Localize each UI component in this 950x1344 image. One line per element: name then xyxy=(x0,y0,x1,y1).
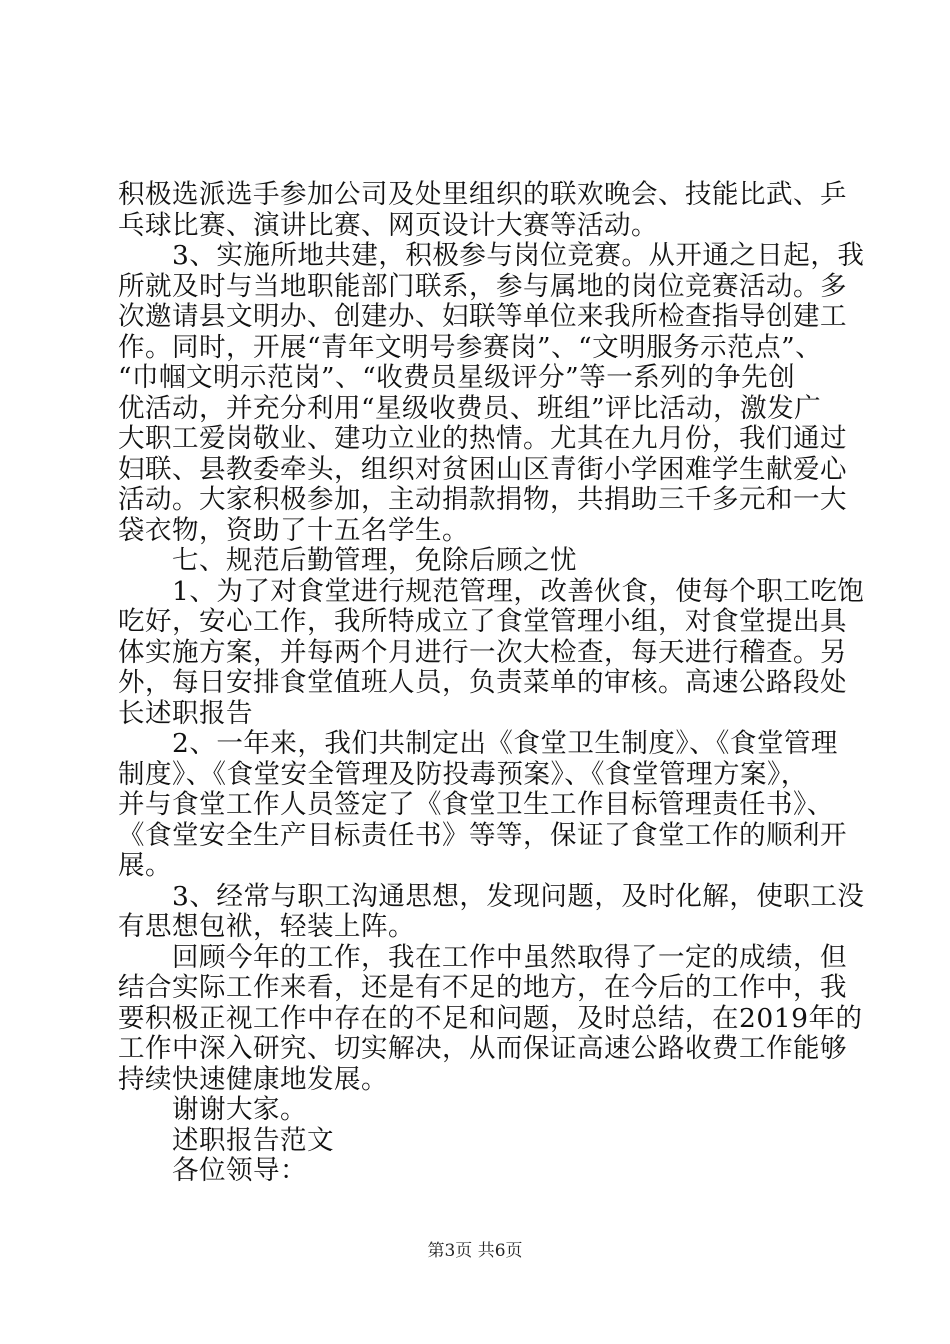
text-line: 次邀请县文明办、创建办、妇联等单位来我所检查指导创建工 xyxy=(118,301,847,332)
text-line: 长述职报告 xyxy=(118,697,253,729)
text-line: 体实施方案，并每两个月进行一次大检查，每天进行稽查。另 xyxy=(118,636,847,668)
section-heading: 七、规范后勤管理，免除后顾之忧 xyxy=(118,545,577,576)
text-line: 作。同时，开展“青年文明号参赛岗”、“文明服务示范点”、 xyxy=(118,331,823,363)
text-line: 各位领导： xyxy=(118,1155,307,1186)
text-line: 持续快速健康地发展。 xyxy=(118,1063,388,1095)
text-line: 制度》、《食堂安全管理及防投毒预案》、《食堂管理方案》， xyxy=(118,758,808,790)
text-line: 外，每日安排食堂值班人员，负责菜单的审核。高速公路段处 xyxy=(118,667,847,698)
page-footer: 第3页 共6页 xyxy=(427,1241,523,1261)
text-line: 3、实施所地共建，积极参与岗位竞赛。从开通之日起，我 xyxy=(118,240,865,271)
text-line: 2、一年来，我们共制定出《食堂卫生制度》、《食堂管理 xyxy=(118,728,838,759)
text-line: 活动。大家积极参加，主动捐款捐物，共捐助三千多元和一大 xyxy=(118,484,847,515)
text-line: 述职报告范文 xyxy=(118,1124,334,1156)
text-line: 乓球比赛、演讲比赛、网页设计大赛等活动。 xyxy=(118,209,658,241)
text-line: 妇联、县教委牵头，组织对贫困山区青街小学困难学生献爱心 xyxy=(118,453,847,485)
text-line: 袋衣物，资助了十五名学生。 xyxy=(118,514,469,546)
text-line: 要积极正视工作中存在的不足和问题，及时总结，在2019年的 xyxy=(118,1002,863,1034)
text-line: 1、为了对食堂进行规范管理，改善伙食，使每个职工吃饱 xyxy=(118,575,865,607)
text-line: “巾帼文明示范岗”、“收费员星级评分”等一系列的争先创 xyxy=(118,362,796,393)
text-line: 积极选派选手参加公司及处里组织的联欢晚会、技能比武、乒 xyxy=(118,179,847,210)
text-line: 优活动，并充分利用“星级收费员、班组”评比活动，激发广 xyxy=(118,392,822,424)
text-line: 吃好，安心工作，我所特成立了食堂管理小组，对食堂提出具 xyxy=(118,606,847,637)
text-line: 结合实际工作来看，还是有不足的地方，在今后的工作中，我 xyxy=(118,972,847,1003)
text-line: 有思想包袱，轻装上阵。 xyxy=(118,911,415,942)
text-line: 并与食堂工作人员签定了《食堂卫生工作目标管理责任书》、 xyxy=(118,789,834,820)
text-line: 3、经常与职工沟通思想，发现问题，及时化解，使职工没 xyxy=(118,880,865,912)
text-line: 回顾今年的工作，我在工作中虽然取得了一定的成绩，但 xyxy=(118,941,847,973)
text-line: 大职工爱岗敬业、建功立业的热情。尤其在九月份，我们通过 xyxy=(118,423,847,454)
text-line: 工作中深入研究、切实解决，从而保证高速公路收费工作能够 xyxy=(118,1033,847,1064)
text-line: 展。 xyxy=(118,850,172,881)
text-line: 谢谢大家。 xyxy=(118,1094,307,1125)
text-line: 所就及时与当地职能部门联系，参与属地的岗位竞赛活动。多 xyxy=(118,270,847,302)
text-line: 《食堂安全生产目标责任书》等等，保证了食堂工作的顺利开 xyxy=(118,819,847,851)
